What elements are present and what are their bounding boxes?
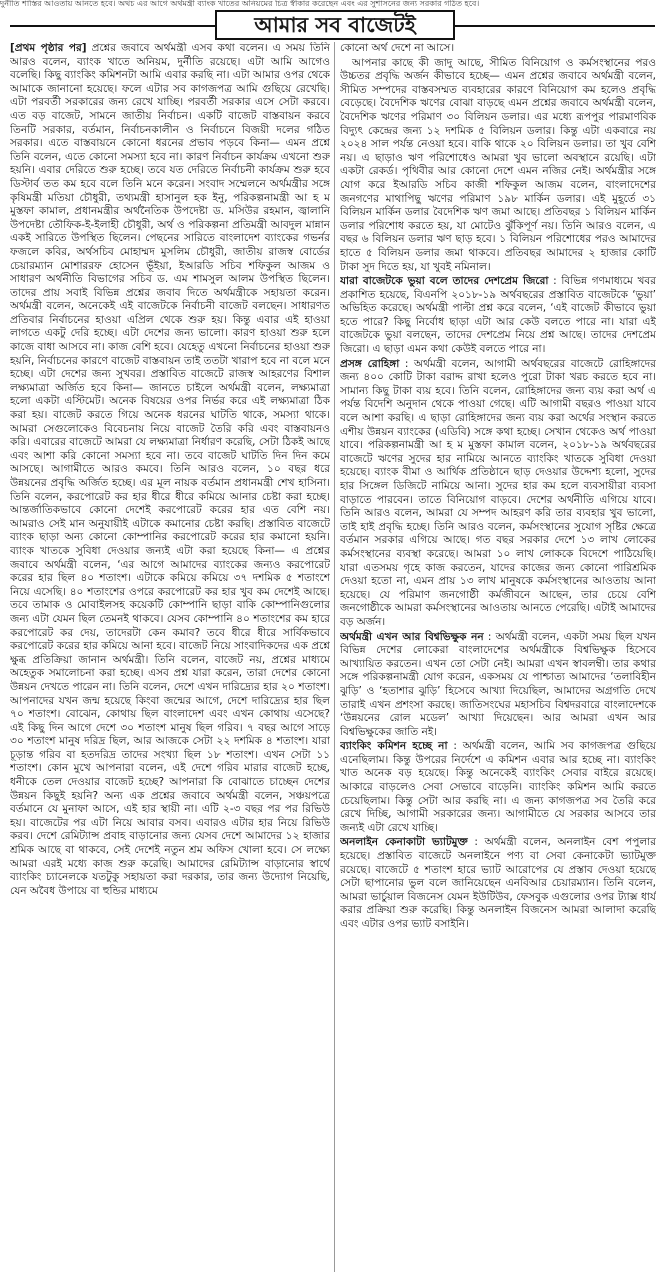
paragraph bbox=[340, 358, 656, 630]
headline-rule-left bbox=[10, 25, 215, 27]
subheading: যারা বাজেটকে ভুয়া বলে তাদের দেশপ্রেম জিরো bbox=[340, 275, 549, 288]
subheading: অর্থমন্ত্রী এখন আর বিশ্বভিক্ষুক নন bbox=[340, 630, 484, 643]
paragraph-text: : বিভিন্ন গণমাধ্যমে খবর প্রকাশিত হয়েছে, বিএনপি ২০১৮-১৯ অর্থবছরের প্রস্তাবিত বাজেটকে ‘ভুয়া’ অভিহিত করেছে। অর্থমন্ত্রী পাল্টা প্রশ্ন করে বলেন, ‘এই বাজেট কীভাবে ভুয়া হতে পারে? কিছু নির্বোধ ছাড়া এটা আর কেউ বলতে পারে না। যারা এই বাজেটকে ভুয়া বলছেন, তাদের দেশপ্রেম নিয়ে প্রশ্ন আছে। তাদের দেশপ্রেম জিরো। এ ছাড়া এমন কথা কেউই বলতে পারে না। bbox=[340, 275, 656, 356]
column-divider bbox=[334, 42, 335, 1272]
paragraph-text: কোনো অর্থ দেশে না আসে। bbox=[340, 42, 455, 54]
paragraph-kicker: [প্রথম পৃষ্ঠার পর] bbox=[10, 42, 87, 54]
previous-article-strip: দুর্নীতি শাস্তির আওতায় আনতে হবে। অথচ এর আগে অর্থমন্ত্রী ব্যাংক খাতের অনিয়মের চিত্র স্বীকার করেছেন এবং এর সুশাসনের জন্য সরকার গঠিত হবে। bbox=[0, 0, 480, 8]
paragraph bbox=[340, 275, 656, 357]
paragraph-text: : অর্থমন্ত্রী বলেন, আগামী অর্থবছরের বাজেটে রোহিঙ্গাদের জন্য ৪০০ কোটি টাকা বরাদ্দ রাখা হলেও পুরো টাকা খরচ করতে হবে না। সামান্য কিছু টাকা ব্যয় হবে। তিনি বলেন, রোহিঙ্গাদের জন্য ব্যয় করা অর্থ এ পর্যন্ত বিদেশি অনুদান থেকে পাওয়া গেছে। এটি আগামী বছরও পাওয়া যাবে বলে আশা করছি। এ ছাড়া রোহিঙ্গাদের জন্য ব্যয় করা অর্থের সংস্থান করতে এশীয় উন্নয়ন ব্যাংকের (এডিবি) সঙ্গে কথা হচ্ছে। সেখান থেকেও অর্থ পাওয়া যাবে। পরিকল্পনামন্ত্রী আ হ ম মুস্তফা কামাল বলেন, ২০১৮-১৯ অর্থবছরের বাজেটে ঋণের সুদের হার নামিয়ে আনতে ব্যাংকিং খাতকে সুবিধা দেওয়া হয়েছে। ব্যাংক বীমা ও আর্থিক প্রতিষ্ঠানে ছাড় দেওয়ার উদ্দেশ্য হলো, সুদের হার সিঙ্গেল ডিজিটে নামিয়ে আনা। সুদের হার কম হলে ব্যবসায়ীরা ব্যবসা বাড়াতে পারবেন। তাতে বিনিয়োগ বাড়বে। দেশের অর্থনীতি এগিয়ে যাবে। তিনি আরও বলেন, আমরা যে সম্পদ আহরণ করি তার ব্যবহার খুব ভালো, তাই হাই প্রবৃদ্ধি হচ্ছে। তিনি আরও বলেন, কর্মসংস্থানের সুযোগ সৃষ্টির ক্ষেত্রে বর্তমান সরকার এগিয়ে আছে। গত বছর সরকার দেশে ১৩ লাখ লোকের কর্মসংস্থানের ব্যবস্থা করেছে। আমরা ১০ লাখ লোককে বিদেশে পাঠিয়েছি। যারা এতসময় গৃহে কাজ করতেন, যাদের কাজের জন্য কোনো পারিশ্রমিক দেওয়া হতো না, এমন প্রায় ১৩ লাখ মানুষকে কর্মসংস্থানের আওতায় আনা হয়েছে। যে পরিমাণ জনগোষ্ঠী কর্মজীবনে আছেন, তার চেয়ে বেশি জনগোষ্ঠীকে আমরা কর্মসংস্থানের আওতায় আনতে পেরেছি। এটাই আমাদের বড় অর্জন। bbox=[340, 357, 656, 628]
paragraph bbox=[340, 631, 656, 740]
paragraph bbox=[340, 57, 656, 275]
paragraph-text: আপনার কাছে কী জাদু আছে, সীমিত বিনিয়োগ ও কর্মসংস্থানের পরও উচ্চতর প্রবৃদ্ধি অর্জন কীভাবে হচ্ছে— এমন প্রশ্নের জবাবে অর্থমন্ত্রী বলেন, সীমিত সম্পদের বাস্তবসম্মত ব্যবহারের কারণে বিনিয়োগ কম হলেও প্রবৃদ্ধি বেড়েছে। বৈদেশিক ঋণের বোঝা বাড়ছে এমন প্রশ্নের জবাবে অর্থমন্ত্রী বলেন, বৈদেশিক ঋণের পরিমাণ ৩০ বিলিয়ন ডলার। এর মধ্যে রূপপুর পারমাণবিক বিদ্যুৎ কেন্দ্রের জন্য ১২ দশমিক ৫ বিলিয়ন ডলার। কিন্তু এটা একবারে নয় ২০২৪ সাল পর্যন্ত নেওয়া হবে। বাকি থাকে ২০ বিলিয়ন ডলার। তা খুব বেশি নয়। এ ছাড়াও ঋণ পরিশোধেও আমরা খুব ভালো অবস্থানে রয়েছি। এটা একটা রেকর্ড। পৃথিবীর আর কোনো দেশে এমন নজির নেই। অর্থমন্ত্রীর সঙ্গে যোগ করে ইআরডি সচিব কাজী শফিকুল আজম বলেন, বাংলাদেশের জনগণের মাথাপিছু ঋণের পরিমাণ ১৯৮ মার্কিন ডলার। এই মুহূর্তে ৩১ বিলিয়ন মার্কিন ডলার বৈদেশিক ঋণ জমা আছে। প্রতিবছর ১ বিলিয়ন মার্কিন ডলার পরিশোধ করতে হয়, যা মোটেও ঝুঁকিপূর্ণ নয়। তিনি আরও বলেন, এ বছর ৬ বিলিয়ন ডলার ঋণ ছাড় হবে। ১ বিলিয়ন পরিশোধের পরও আমাদের হাতে ৫ বিলিয়ন ডলার জমা থাকবে। প্রতিবছর আমাদের ২ হাজার কোটি টাকা সুদ দিতে হয়, যা খুবই নমিনাল। bbox=[340, 56, 656, 273]
paragraph bbox=[340, 836, 656, 931]
paragraph bbox=[340, 42, 656, 56]
right-column bbox=[340, 42, 656, 1272]
paragraph-text: : অর্থমন্ত্রী বলেন, অনলাইন বেশ পপুলার হয়েছে। প্রস্তাবিত বাজেটে অনলাইনে পণ্য বা সেবা কেনাকেটা ভ্যাটমুক্ত রয়েছে। বাজেটে ৫ শতাংশ হারে ভ্যাট আরোপের যে প্রস্তাব দেওয়া হয়েছে সেটা ছাপানোর ভুল বলে জানিয়েছেন এনবিআর চেয়ারম্যান। তিনি বলেন, আমরা ভার্চুয়াল বিজনেস যেমন ইউটিউব, ফেসবুক এগুলোর ওপর ট্যাক্স ধার্য করার প্রক্রিয়া শুরু করেছি। কিন্তু অনলাইন বিজনেস আমরা আলাদা করেছি এবং এটার ওপর ভ্যাট বসাইনি। bbox=[340, 836, 656, 930]
subheading: প্রসঙ্গ রোহিঙ্গা bbox=[340, 357, 400, 370]
paragraph bbox=[340, 740, 656, 835]
subheading: অনলাইন কেনাকাটা ভ্যাটমুক্ত bbox=[340, 836, 468, 849]
paragraph bbox=[10, 42, 330, 898]
headline: আমার সব বাজেটই bbox=[215, 10, 455, 40]
headline-rule-right bbox=[455, 25, 655, 27]
paragraph-text: : অর্থমন্ত্রী বলেন, একটা সময় ছিল যখন বিভিন্ন দেশের লোকেরা বাংলাদেশের অর্থমন্ত্রীকে বিশ্বভিক্ষুক হিসেবে আখ্যায়িত করতেন। এখন তো সেটা নেই। আমরা এখন স্বাবলম্বী। তার কথার সঙ্গে পরিকল্পনামন্ত্রী যোগ করেন, একসময় যে পাশ্চাত্য আমাদের ‘তলাবিহীন ঝুড়ি’ ও ‘হতাশার ঝুড়ি’ হিসেবে আখ্যা দিয়েছিল, আমাদের অগ্রগতি দেখে তারাই এখন প্রশংসা করছে। জাতিসংঘের মহাসচিব বিশ্বদরবারে বাংলাদেশকে ‘উন্নয়নের রোল মডেল’ আখ্যা দিয়েছেন। আর আমরা এখন আর বিশ্বভিক্ষুকের জাতি নই। bbox=[340, 630, 656, 738]
subheading: ব্যাংকিং কমিশন হচ্ছে না bbox=[340, 740, 448, 753]
paragraph-text: প্রশ্নের জবাবে অর্থমন্ত্রী এসব কথা বলেন। এ সময় তিনি আরও বলেন, ব্যাংক খাতে অনিয়ম, দুর্নীতি রয়েছে। এটা আমি আগেও বলেছি। কিছু ব্যাংকিং কমিশনটা আমি এবার করছি না। এটা আমার ওপর থেকে আমাকে জানানো হয়েছে। ফলে এটার সব কাগজপত্র আমি গুছিয়ে রেখেছি। এটা পরবর্তী সরকারের জন্য রেখে যাচ্ছি। পরবর্তী সরকার এসে সেটা করবে। এত বড় বাজেট, সামনে জাতীয় নির্বাচন। একটি বাজেট বাস্তবায়ন করবে তিনটি সরকার, বর্তমান, নির্বাচনকালীন ও নির্বাচনে বিজয়ী দলের গঠিত সরকার। এতে বাস্তবায়নে কোনো ধরনের প্রভাব পড়বে কিনা— এমন প্রশ্নে তিনি বলেন, এতে কোনো সমস্যা হবে না। কারণ নির্বাচন কার্যক্রম এখনো শুরু হয়নি। এবার দেরিতে শুরু হচ্ছে। তবে যত দেরিতে নির্বাচনী কার্যক্রম শুরু হবে ডিস্টার্ব তত কম হবে বলে তিনি মনে করেন। সংবাদ সম্মেলনে অর্থমন্ত্রীর সঙ্গে কৃষিমন্ত্রী মতিয়া চৌধুরী, তথ্যমন্ত্রী হাসানুল হক ইনু, পরিকল্পনামন্ত্রী আ হ ম মুস্তফা কামাল, প্রধানমন্ত্রীর অর্থনৈতিক উপদেষ্টা ড. মসিউর রহমান, জ্বালানি উপদেষ্টা তৌফিক-ই-ইলাহী চৌধুরী, অর্থ ও পরিকল্পনা প্রতিমন্ত্রী আবদুল মান্নান একই সারিতে উপস্থিত ছিলেন। পেছনের সারিতে বাংলাদেশ ব্যাংকের গভর্নর ফজলে কবির, অর্থসচিব মোহাম্মদ মুসলিম চৌধুরী, জাতীয় রাজস্ব বোর্ডের চেয়ারম্যান মোশাররফ হোসেন ভূঁইয়া, ইআরডি সচিব শফিকুল আজম ও সাধারণ অর্থনীতি বিভাগের সচিব ড. এম শামসুল আলম উপস্থিত ছিলেন। তাদের প্রায় সবাই বিভিন্ন প্রশ্নের জবাব দিতে অর্থমন্ত্রীকে সহায়তা করেন। অর্থমন্ত্রী বলেন, অনেকেই এই বাজেটকে নির্বাচনী বাজেট বলছেন। সাধারণত প্রতিবার নির্বাচনের হাওয়া এপ্রিল থেকে শুরু হয়। কিন্তু এবার এই হাওয়া লাগতে একটু দেরি হচ্ছে। এটা দেশের জন্য ভালো। কারণ হাওয়া শুরু হলে কাজে বাধা আসবে না। কাজ বেশি হবে। যেহেতু এখনো নির্বাচনের হাওয়া শুরু হয়নি, নির্বাচনের কারণে বাজেট বাস্তবায়ন তাই ততটা খারাপ হবে না বলে মনে হচ্ছে। এটা দেশের জন্য সুখবর। প্রস্তাবিত বাজেটে রাজস্ব আহরণের বিশাল লক্ষ্যমাত্রা অর্জিত হবে কিনা— জানতে চাইলে অর্থমন্ত্রী বলেন, লক্ষ্যমাত্রা হলো একটা এস্টিমেট। অনেক বিষয়ের ওপর নির্ভর করে এই লক্ষ্যমাত্রা ঠিক করা হয়। বাজেট করতে গিয়ে অনেক ধরনের ঘাটতি থাকে, সমস্যা থাকে। আমরা সেগুলোকেও বিবেচনায় নিয়ে বাজেট তৈরি করি এবং বাস্তবায়নও করি। এবারের বাজেটে আমরা যে লক্ষ্যমাত্রা নির্ধারণ করেছি, সেটা ঠিকই আছে এবং আশা করি কোনো সমস্যা হবে না। তবে বাজেট ঘাটতি দিন দিন কমে আসছে। আগামীতে আরও কমবে। তিনি আরও বলেন, ১০ বছর ধরে উন্নয়নের প্রবৃদ্ধি অর্জিত হচ্ছে। এর মূল নায়ক বর্তমান প্রধানমন্ত্রী শেখ হাসিনা। তিনি বলেন, করপোরেট কর হার ধীরে ধীরে কমিয়ে আনার চেষ্টা করা হচ্ছে। আন্তর্জাতিকভাবে কোনো দেশেই করপোরেট করের হার এত বেশি নয়। আমরাও সেই মান অনুযায়ীই এটাকে কমানোর চেষ্টা করছি। প্রস্তাবিত বাজেটে ব্যাংক ছাড়া অন্য কোনো কোম্পানির করপোরেট করের হার কমানো হয়নি। ব্যাংক খাতকে সুবিধা দেওয়ার জন্যই এটা করা হয়েছে কিনা— এ প্রশ্নের জবাবে অর্থমন্ত্রী বলেন, ‘এর আগে আমাদের ব্যাংকের জন্যও করপোরেট করের হার ছিল ৪০ শতাংশ। এটাকে কমিয়ে কমিয়ে ৩৭ দশমিক ৫ শতাংশে নিয়ে এসেছি। ৪০ শতাংশের ওপরে করপোরেট কর হার খুব কম দেশেই আছে। তবে তামাক ও মোবাইলসহ কয়েকটি কোম্পানি ছাড়া বাকি কোম্পানিগুলোর জন্য এটা যেমন ছিল তেমনই থাকবে। যেসব কোম্পানি ৪০ শতাংশের কম হারে করপোরেট কর দেয়, তাদেরটা কেন কমাব? তবে ধীরে ধীরে সার্বিকভাবে করপোরেট করের হার কমিয়ে আনা হবে। বাজেট নিয়ে সাংবাদিকদের এক প্রশ্নে ক্ষুব্ধ প্রতিক্রিয়া জানান অর্থমন্ত্রী। তিনি বলেন, বাজেট নয়, প্রশ্নের মাধ্যমে অহেতুক সমালোচনা করা হচ্ছে। এসব প্রশ্ন যারা করেন, তারা দেশের কোনো উন্নয়ন দেখতে পারেন না। তিনি বলেন, দেশে এখন দারিদ্র্যের হার ২০ শতাংশ। আপনাদের যখন জন্ম হয়েছে কিংবা জন্মের আগে, দেশে দারিদ্র্যের হার ছিল ৭০ শতাংশ। বোঝেন, কোথায় ছিল বাংলাদেশ এবং এখন কোথায় এসেছে? এই কিছু দিন আগে দেশে ৩০ শতাংশ মানুষ ছিল গরিব। ৭ বছর আগে সাড়ে ৩০ শতাংশ মানুষ দরিদ্র ছিল, আর আজকে সেটা ২২ দশমিক ৪ শতাংশ। যারা চূড়ান্ত গরিব বা হতদরিদ্র তাদের সংখ্যা ছিল ১৮ শতাংশ। এখন সেটা ১১ শতাংশ। কোন মুখে আপনারা বলেন, এই দেশে গরিব মারার বাজেট হচ্ছে, ধনীকে তেল দেওয়ার বাজেট হচ্ছে? আপনারা কি বোঝাতে চাচ্ছেন দেশের উন্নয়ন কিছুই হয়নি? অন্য এক প্রশ্নের জবাবে অর্থমন্ত্রী বলেন, সঞ্চয়পত্রে বর্তমানে যে মুনাফা আসে, এই হার স্থায়ী না। এটি ২-৩ বছর পর পর রিভিউ হয়। বাজেটের পর এটা নিয়ে আবার বসব। এবারও এটার হার নিয়ে রিভিউ করব। দেশে রেমিট্যান্স প্রবাহ বাড়ানোর জন্য যেসব দেশে আমাদের ১২ হাজার শ্রমিক আছে বা থাকবে, সেই দেশেই নতুন শ্রম অফিস খোলা হবে। সে লক্ষ্যে আমরা এরই মধ্যে কাজ শুরু করেছি। আমাদের রেমিট্যান্স বাড়ানোর স্বার্থে ব্যাংকিং চ্যানেলকে যতটুকু সহায়তা করা দরকার, তার জন্য উদ্যোগ নিয়েছি, যেন অবৈধ উপায়ে বা হুন্ডির মাধ্যমে bbox=[10, 42, 330, 897]
left-column bbox=[10, 42, 330, 1272]
paragraph-text: : অর্থমন্ত্রী বলেন, আমি সব কাগজপত্র গুছিয়ে এনেছিলাম। কিন্তু উপরের নির্দেশে এ কমিশন এবার আর হচ্ছে না। ব্যাংকিং খাত অনেক বড় হয়েছে। কিন্তু অনেকেই ব্যাংকিং সেবার বাইরে রয়েছে। আকারে বাড়লেও সেবা সেভাবে বাড়েনি। ব্যাংকিং কমিশন আমি করতে চেয়েছিলাম। কিন্তু সেটা আর করছি না। এ জন্য কাগজপত্র সব তৈরি করে রেখে দিচ্ছি, আগামী সরকারের জন্য। আগামীতে যে সরকার আসবে তার জন্যই এটা রেখে যাচ্ছি। bbox=[340, 740, 656, 834]
